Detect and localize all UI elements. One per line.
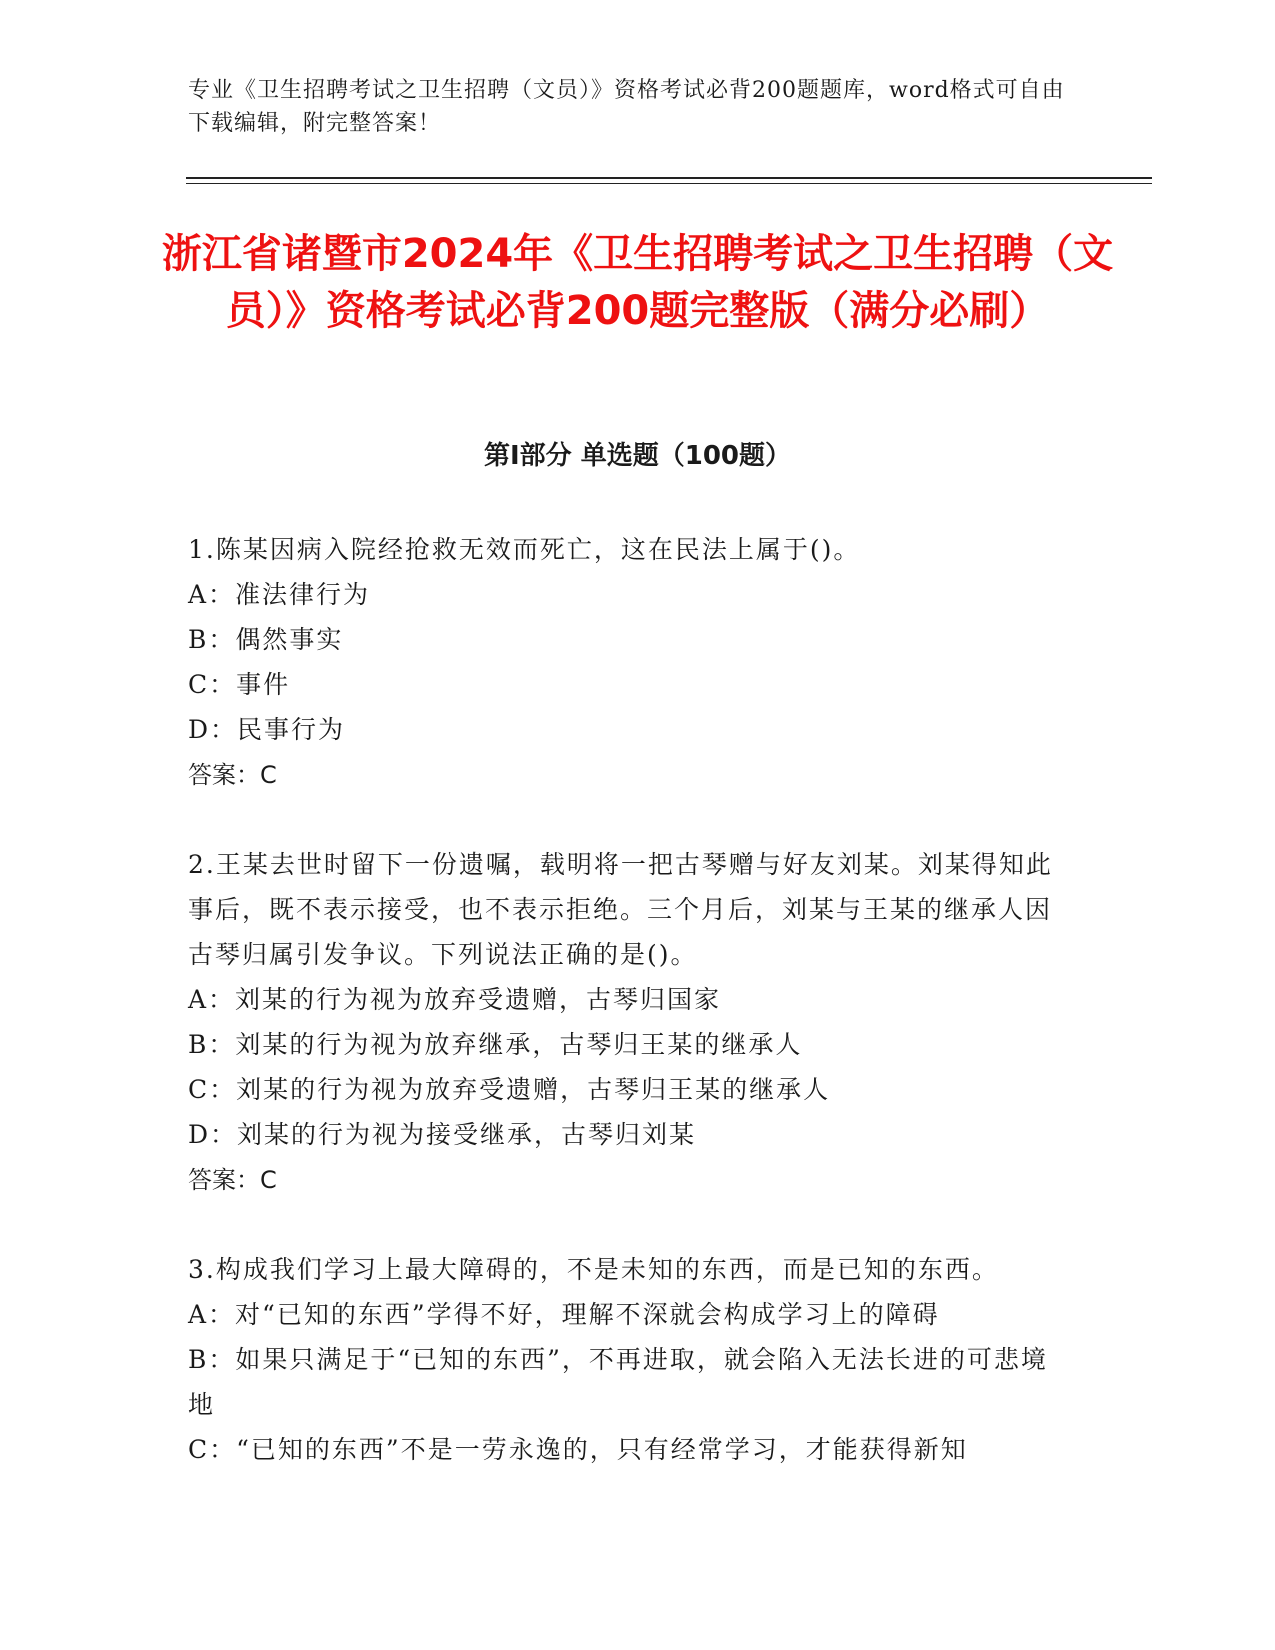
option-c: C：事件 bbox=[188, 670, 291, 699]
header-divider-thin bbox=[186, 183, 1152, 184]
option-c: C：刘某的行为视为放弃受遗赠，古琴归王某的继承人 bbox=[188, 1075, 831, 1104]
option-c: C：“已知的东西”不是一劳永逸的，只有经常学习，才能获得新知 bbox=[188, 1435, 968, 1464]
option-a: A：准法律行为 bbox=[188, 580, 371, 609]
question-stem: 3.构成我们学习上最大障碍的，不是未知的东西，而是已知的东西。 bbox=[188, 1255, 999, 1284]
question-3 bbox=[188, 1247, 1068, 1472]
option-a: A：刘某的行为视为放弃受遗赠，古琴归国家 bbox=[188, 985, 722, 1014]
option-b: B：如果只满足于“已知的东西”，不再进取，就会陷入无法长进的可悲境地 bbox=[188, 1345, 1048, 1419]
answer-line: 答案：C bbox=[188, 1166, 277, 1194]
document-title: 浙江省诸暨市2024年《卫生招聘考试之卫生招聘（文员）》资格考试必背200题完整版（满分必刷） bbox=[161, 231, 1114, 334]
question-1 bbox=[188, 527, 1068, 798]
question-list bbox=[188, 527, 1068, 1516]
question-stem: 1.陈某因病入院经抢救无效而死亡，这在民法上属于()。 bbox=[188, 535, 861, 564]
question-2 bbox=[188, 842, 1068, 1203]
section-heading: 第Ⅰ部分 单选题（100题） bbox=[484, 441, 791, 471]
header-note: 专业《卫生招聘考试之卫生招聘（文员）》资格考试必背200题题库，word格式可自由下载编辑，附完整答案！ bbox=[188, 78, 1065, 136]
option-b: B：刘某的行为视为放弃继承，古琴归王某的继承人 bbox=[188, 1030, 803, 1059]
answer-line: 答案：C bbox=[188, 761, 277, 789]
option-d: D：刘某的行为视为接受继承，古琴归刘某 bbox=[188, 1120, 697, 1149]
option-d: D：民事行为 bbox=[188, 715, 346, 744]
option-b: B：偶然事实 bbox=[188, 625, 344, 654]
header-divider-thick bbox=[186, 177, 1152, 179]
option-a: A：对“已知的东西”学得不好，理解不深就会构成学习上的障碍 bbox=[188, 1300, 940, 1329]
question-stem: 2.王某去世时留下一份遗嘱，载明将一把古琴赠与好友刘某。刘某得知此事后，既不表示接受，也不表示拒绝。三个月后，刘某与王某的继承人因古琴归属引发争议。下列说法正确的是()。 bbox=[188, 850, 1053, 969]
